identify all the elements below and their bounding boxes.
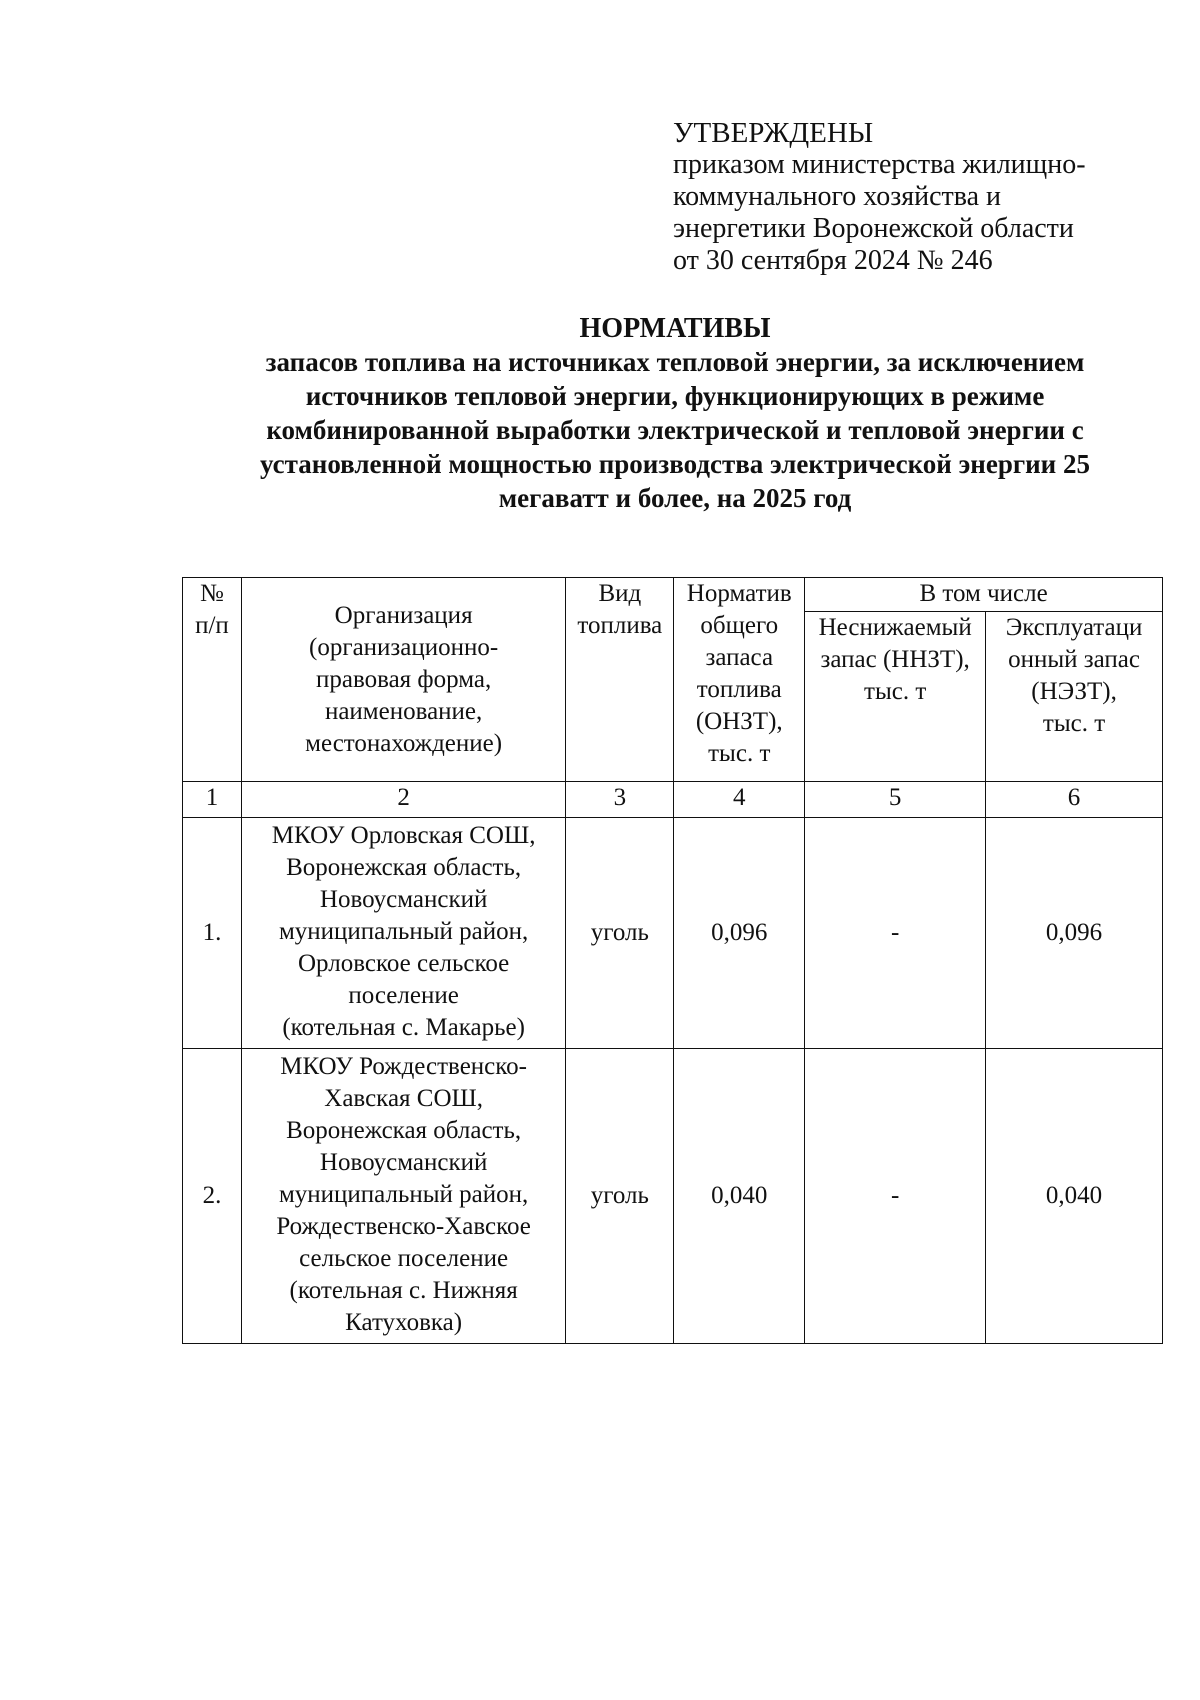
- row-fuel: уголь: [566, 818, 674, 1049]
- org-line: поселение: [348, 982, 459, 1009]
- header-line: Организация: [334, 602, 473, 629]
- column-number: 5: [805, 782, 986, 818]
- header-line: Норматив: [686, 580, 792, 607]
- subtitle-line: комбинированной выработки электрической и тепловой энергии с: [266, 415, 1084, 445]
- column-number: 1: [183, 782, 242, 818]
- header-line: тыс. т: [1042, 710, 1106, 737]
- row-nezt: 0,096: [986, 818, 1163, 1049]
- approval-block: [673, 117, 1086, 277]
- header-line: топлива: [696, 676, 782, 703]
- row-fuel: уголь: [566, 1049, 674, 1344]
- org-line: Воронежская область,: [286, 854, 522, 881]
- document-title: НОРМАТИВЫ: [579, 313, 771, 344]
- header-line: онный запас: [1008, 646, 1140, 673]
- header-line: №: [200, 580, 224, 607]
- org-line: Воронежская область,: [286, 1117, 522, 1144]
- subtitle-line: мегаватт и более, на 2025 год: [498, 483, 852, 513]
- org-line: (котельная с. Макарье): [282, 1014, 525, 1041]
- row-org: [241, 818, 566, 1049]
- subtitle-line: источников тепловой энергии, функционирующих в режиме: [305, 381, 1045, 411]
- org-line: муниципальный район,: [278, 1181, 529, 1208]
- table-row: [183, 1049, 1163, 1344]
- row-num: 1.: [183, 818, 242, 1049]
- column-number: 2: [241, 782, 566, 818]
- header-line: (НЭЗТ),: [1031, 678, 1117, 705]
- org-line: Новоусманский: [319, 886, 488, 913]
- header-nezt: [986, 612, 1163, 782]
- row-total: 0,040: [674, 1049, 805, 1344]
- header-line: (ОНЗТ),: [695, 708, 783, 735]
- org-line: сельское поселение: [299, 1245, 509, 1272]
- column-number: 4: [674, 782, 805, 818]
- header-fuel: [566, 578, 674, 782]
- header-nnzt: [805, 612, 986, 782]
- header-line: общего: [700, 612, 779, 639]
- header-line: запас (ННЗТ),: [820, 646, 970, 673]
- header-total: [674, 578, 805, 782]
- column-number-row: [183, 782, 1163, 818]
- org-line: Катуховка): [345, 1309, 463, 1336]
- column-number: 6: [986, 782, 1163, 818]
- org-line: Орловское сельское: [298, 950, 510, 977]
- row-total: 0,096: [674, 818, 805, 1049]
- header-line: п/п: [195, 612, 229, 639]
- header-line: Неснижаемый: [818, 614, 972, 641]
- approval-word: УТВЕРЖДЕНЫ: [673, 117, 874, 149]
- document-subtitle: [190, 345, 1160, 515]
- header-line: тыс. т: [708, 740, 771, 767]
- org-line: Новоусманский: [319, 1149, 488, 1176]
- header-row: [183, 578, 1163, 612]
- header-group: В том числе: [805, 578, 1163, 612]
- header-org: [241, 578, 566, 782]
- table-row: [183, 818, 1163, 1049]
- org-line: муниципальный район,: [278, 918, 529, 945]
- header-line: местонахождение): [305, 730, 503, 757]
- row-nnzt: -: [805, 818, 986, 1049]
- row-org: [241, 1049, 566, 1344]
- org-line: МКОУ Рождественско-: [280, 1053, 527, 1080]
- header-line: топлива: [577, 612, 663, 639]
- approval-line: от 30 сентября 2024 № 246: [673, 245, 993, 276]
- approval-line: приказом министерства жилищно-: [673, 149, 1086, 180]
- row-num: 2.: [183, 1049, 242, 1344]
- org-line: Рождественско-Хавское: [276, 1213, 531, 1240]
- header-line: правовая форма,: [316, 666, 492, 693]
- header-num: [183, 578, 242, 782]
- org-line: МКОУ Орловская СОШ,: [271, 822, 536, 849]
- approval-line: энергетики Воронежской области: [673, 213, 1074, 244]
- norms-table: [182, 577, 1163, 1344]
- subtitle-line: установленной мощностью производства электрической энергии 25: [260, 449, 1090, 479]
- header-line: запаса: [705, 644, 774, 671]
- row-nezt: 0,040: [986, 1049, 1163, 1344]
- row-nnzt: -: [805, 1049, 986, 1344]
- header-line: Эксплуатаци: [1005, 614, 1143, 641]
- org-line: Хавская СОШ,: [324, 1085, 483, 1112]
- org-line: (котельная с. Нижняя: [289, 1277, 518, 1304]
- header-line: наименование,: [324, 698, 483, 725]
- header-line: Вид: [598, 580, 642, 607]
- approval-line: коммунального хозяйства и: [673, 181, 1002, 212]
- subtitle-line: запасов топлива на источниках тепловой энергии, за исключением: [265, 347, 1085, 377]
- header-line: тыс. т: [864, 678, 927, 705]
- header-line: (организационно-: [309, 634, 499, 661]
- column-number: 3: [566, 782, 674, 818]
